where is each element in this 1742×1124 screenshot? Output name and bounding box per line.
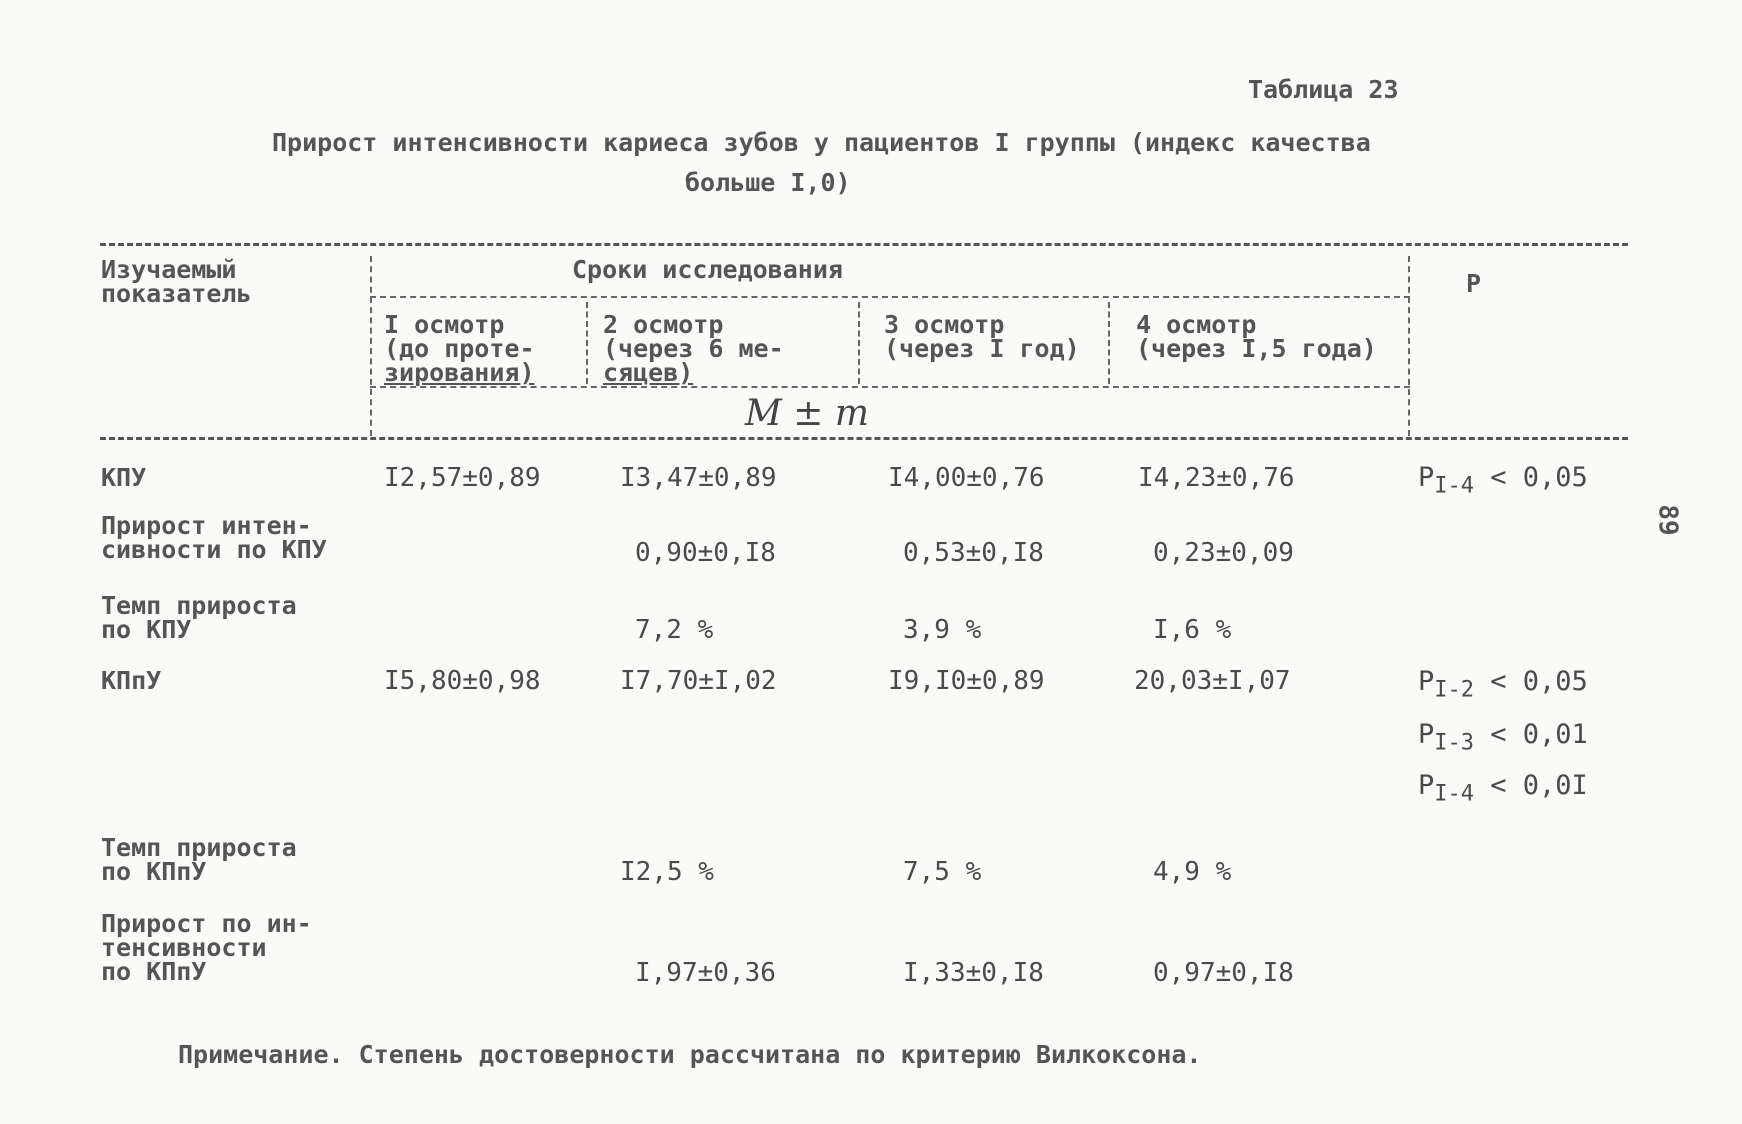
row-kpnu-exam2: I7,70±I,02 (620, 666, 777, 696)
divider-exam-3 (1108, 302, 1110, 384)
row-kpu-exam1: I2,57±0,89 (384, 463, 541, 493)
header-exam2-l1: 2 осмотр (603, 310, 724, 339)
periods-rule (370, 296, 1410, 298)
table-title-line2: больше I,0) (685, 168, 851, 197)
header-param-line2: показатель (101, 279, 252, 308)
page-number: 89 (1652, 504, 1683, 536)
row-rate-kpu-label-l2: по КПУ (101, 615, 192, 644)
row-kpu-exam3: I4,00±0,76 (888, 463, 1045, 493)
header-exam1-l3: зирования) (384, 358, 535, 387)
row-rate-kpnu-label-l1: Темп прироста (101, 833, 297, 862)
table-note: Примечание. Степень достоверности рассчитана по критерию Вилкоксона. (178, 1040, 1202, 1069)
header-periods: Сроки исследования (572, 255, 843, 284)
divider-periods-left (370, 256, 372, 436)
table-title-line1: Прирост интенсивности кариеса зубов у пациентов I группы (индекс качества (272, 128, 1371, 157)
row-kpnu-label: КПпУ (101, 666, 162, 695)
p-kpnu-2-value: < 0,01 (1490, 719, 1588, 750)
row-rate-kpnu-exam3: 7,5 % (903, 857, 982, 887)
p-letter: P (1418, 462, 1435, 493)
row-inc-kpnu-label-l3: по КПпУ (101, 957, 207, 986)
row-inc-kpnu-exam4: 0,97±0,I8 (1153, 958, 1294, 988)
p-kpnu-3-value: < 0,0I (1490, 770, 1588, 801)
row-inc-kpu-exam2: 0,90±0,I8 (635, 538, 776, 568)
p-kpu (1418, 462, 1588, 498)
p-kpu-sub: I-4 (1434, 473, 1475, 499)
header-p: Р (1466, 269, 1482, 298)
row-rate-kpu-exam4: I,6 % (1153, 615, 1232, 645)
row-rate-kpu-exam2: 7,2 % (635, 615, 714, 645)
row-kpu-exam4: I4,23±0,76 (1138, 463, 1295, 493)
row-inc-kpu-exam4: 0,23±0,09 (1153, 538, 1294, 568)
row-rate-kpu-label-l1: Темп прироста (101, 591, 297, 620)
p-kpnu-3 (1418, 770, 1588, 806)
header-exam4-l1: 4 осмотр (1136, 310, 1257, 339)
row-inc-kpu-exam3: 0,53±0,I8 (903, 538, 1044, 568)
header-exam1-l1: I осмотр (384, 310, 505, 339)
p-letter: P (1418, 770, 1435, 801)
row-kpnu-exam4: 20,03±I,07 (1134, 666, 1291, 696)
header-exam4-l2: (через I,5 года) (1136, 334, 1377, 363)
divider-exam-1 (586, 302, 588, 384)
row-kpu-label: КПУ (101, 463, 147, 492)
header-param-line1: Изучаемый (101, 255, 237, 284)
row-kpu-exam2: I3,47±0,89 (620, 463, 777, 493)
divider-periods-right (1408, 256, 1410, 436)
p-kpnu-2-sub: I-3 (1434, 730, 1475, 756)
row-inc-kpu-label-l2: сивности по КПУ (101, 535, 327, 564)
row-kpnu-exam3: I9,I0±0,89 (888, 666, 1045, 696)
row-rate-kpnu-exam4: 4,9 % (1153, 857, 1232, 887)
row-inc-kpnu-exam2: I,97±0,36 (635, 958, 776, 988)
header-exam2-l2: (через 6 ме- (603, 334, 784, 363)
header-bottom-rule (100, 437, 1628, 440)
table-top-rule (100, 243, 1628, 246)
row-inc-kpu-label-l1: Прирост интен- (101, 511, 312, 540)
row-inc-kpnu-label-l1: Прирост по ин- (101, 909, 312, 938)
p-kpnu-3-sub: I-4 (1434, 781, 1475, 807)
row-inc-kpnu-exam3: I,33±0,I8 (903, 958, 1044, 988)
p-kpnu-1-sub: I-2 (1434, 677, 1475, 703)
table-label: Таблица 23 (1248, 75, 1399, 104)
p-kpnu-2 (1418, 719, 1588, 755)
p-letter: P (1418, 719, 1435, 750)
header-exam3-l1: 3 осмотр (884, 310, 1005, 339)
row-inc-kpnu-label-l2: тенсивности (101, 933, 267, 962)
row-rate-kpnu-exam2: I2,5 % (620, 857, 714, 887)
p-kpu-value: < 0,05 (1490, 462, 1588, 493)
divider-exam-2 (858, 302, 860, 384)
header-exam2-l3: сяцев) (603, 358, 694, 387)
row-rate-kpu-exam3: 3,9 % (903, 615, 982, 645)
header-exam3-l2: (через I год) (884, 334, 1080, 363)
p-letter: P (1418, 666, 1435, 697)
header-exam1-l2: (до проте- (384, 334, 535, 363)
row-kpnu-exam1: I5,80±0,98 (384, 666, 541, 696)
header-m-pm-m: M ± m (745, 393, 870, 434)
row-rate-kpnu-label-l2: по КПпУ (101, 857, 207, 886)
p-kpnu-1-value: < 0,05 (1490, 666, 1588, 697)
p-kpnu-1 (1418, 666, 1588, 702)
